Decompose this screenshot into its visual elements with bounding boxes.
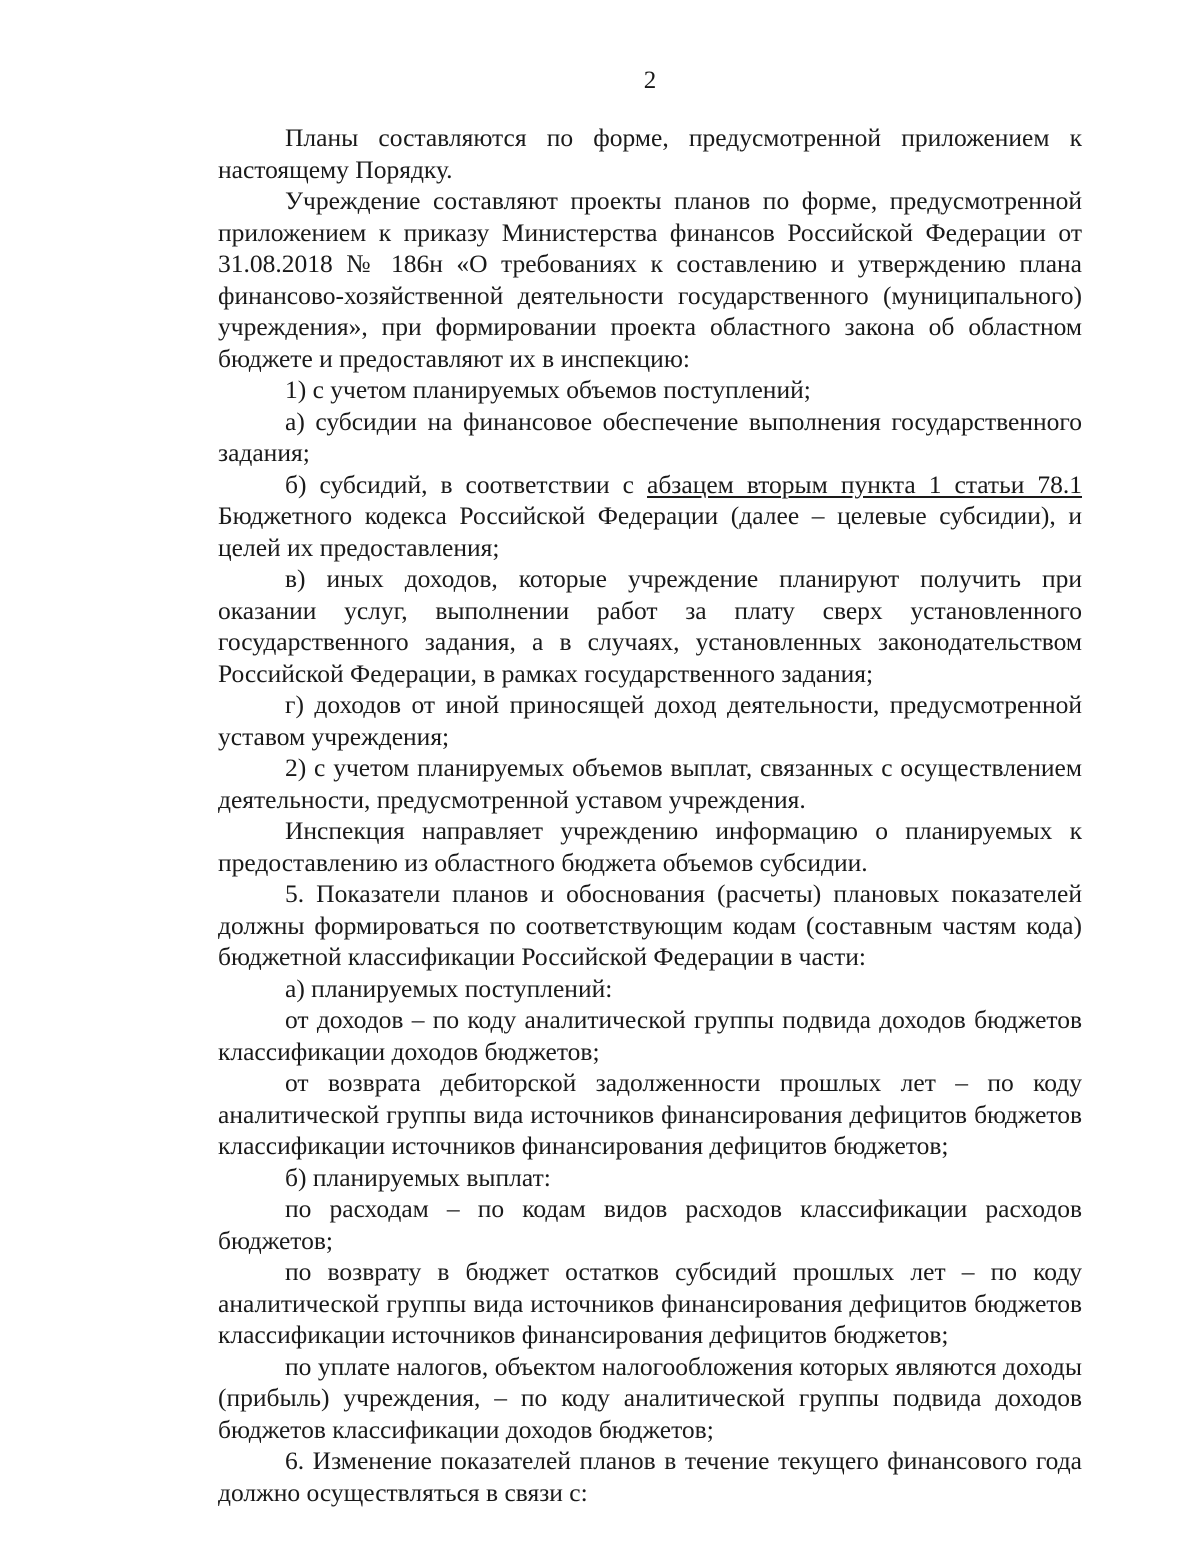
- paragraph-section-6: 6. Изменение показателей планов в течение текущего финансового года должно осуществляться в связи с:: [218, 1446, 1082, 1507]
- paragraph-section-5: 5. Показатели планов и обоснования (расчеты) плановых показателей должны формироваться по соответствующим кодам (составным частям кода) бюджетной классификации Российской Федерации в части:: [218, 879, 1082, 971]
- paragraph-item-b-target-subsidies: [218, 469, 1082, 564]
- paragraph-from-income: от доходов – по коду аналитической группы подвида доходов бюджетов классификации доходов бюджетов;: [218, 1005, 1082, 1066]
- paragraph-plans-form: Планы составляются по форме, предусмотренной приложением к настоящему Порядку.: [218, 123, 1082, 184]
- paragraph-planned-payments: б) планируемых выплат:: [285, 1162, 551, 1192]
- paragraph-inspection-informs: Инспекция направляет учреждению информацию о планируемых к предоставлению из областного бюджета объемов субсидии.: [218, 816, 1082, 877]
- paragraph-by-expenses: по расходам – по кодам видов расходов классификации расходов бюджетов;: [218, 1194, 1082, 1255]
- paragraph-from-receivables: от возврата дебиторской задолженности прошлых лет – по коду аналитической группы вида источников финансирования дефицитов бюджетов классификации источников финансирования дефицитов бюджетов;: [218, 1068, 1082, 1160]
- paragraph-item-b-text-start: б) субсидий, в соответствии с: [285, 469, 648, 499]
- paragraph-tax-payment: по уплате налогов, объектом налогообложения которых являются доходы (прибыль) учреждения, – по коду аналитической группы подвида доходов бюджетов классификации доходов бюджетов;: [218, 1351, 1082, 1444]
- page-number: 2: [643, 67, 657, 94]
- paragraph-item-b-text-end: Бюджетного кодекса Российской Федерации (далее – целевые субсидии), и целей их предоставления;: [218, 501, 1082, 562]
- paragraph-item-2-payments: 2) с учетом планируемых объемов выплат, связанных с осуществлением деятельности, предусмотренной уставом учреждения.: [218, 753, 1082, 814]
- paragraph-item-1-revenues: 1) с учетом планируемых объемов поступлений;: [285, 375, 811, 404]
- paragraph-item-g-other-activity: г) доходов от иной приносящей доход деятельности, предусмотренной уставом учреждения;: [218, 690, 1082, 751]
- paragraph-item-v-other-income: в) иных доходов, которые учреждение планируют получить при оказании услуг, выполнении работ за плату сверх установленного государственного задания, а в случаях, установленных законодательством Российской Федерации, в рамках государственного задания;: [218, 564, 1082, 688]
- document-body: [218, 122, 1082, 1508]
- budget-code-reference-link[interactable]: абзацем вторым пункта 1 статьи 78.1: [647, 469, 1082, 499]
- paragraph-institution-drafts: Учреждение составляют проекты планов по форме, предусмотренной приложением к приказу Министерства финансов Российской Федерации от 31.08.2018 № 186н «О требованиях к составлению и утверждению плана финансово-хозяйственной деятельности государственного (муниципального) учреждения», при формировании проекта областного закона об областном бюджете и предоставляют их в инспекцию:: [218, 186, 1082, 373]
- paragraph-planned-receipts: а) планируемых поступлений:: [285, 973, 613, 1003]
- paragraph-subsidy-return: по возврату в бюджет остатков субсидий прошлых лет – по коду аналитической группы вида источников финансирования дефицитов бюджетов классификации источников финансирования дефицитов бюджетов;: [218, 1257, 1082, 1349]
- paragraph-item-a-subsidy: а) субсидии на финансовое обеспечение выполнения государственного задания;: [218, 406, 1082, 467]
